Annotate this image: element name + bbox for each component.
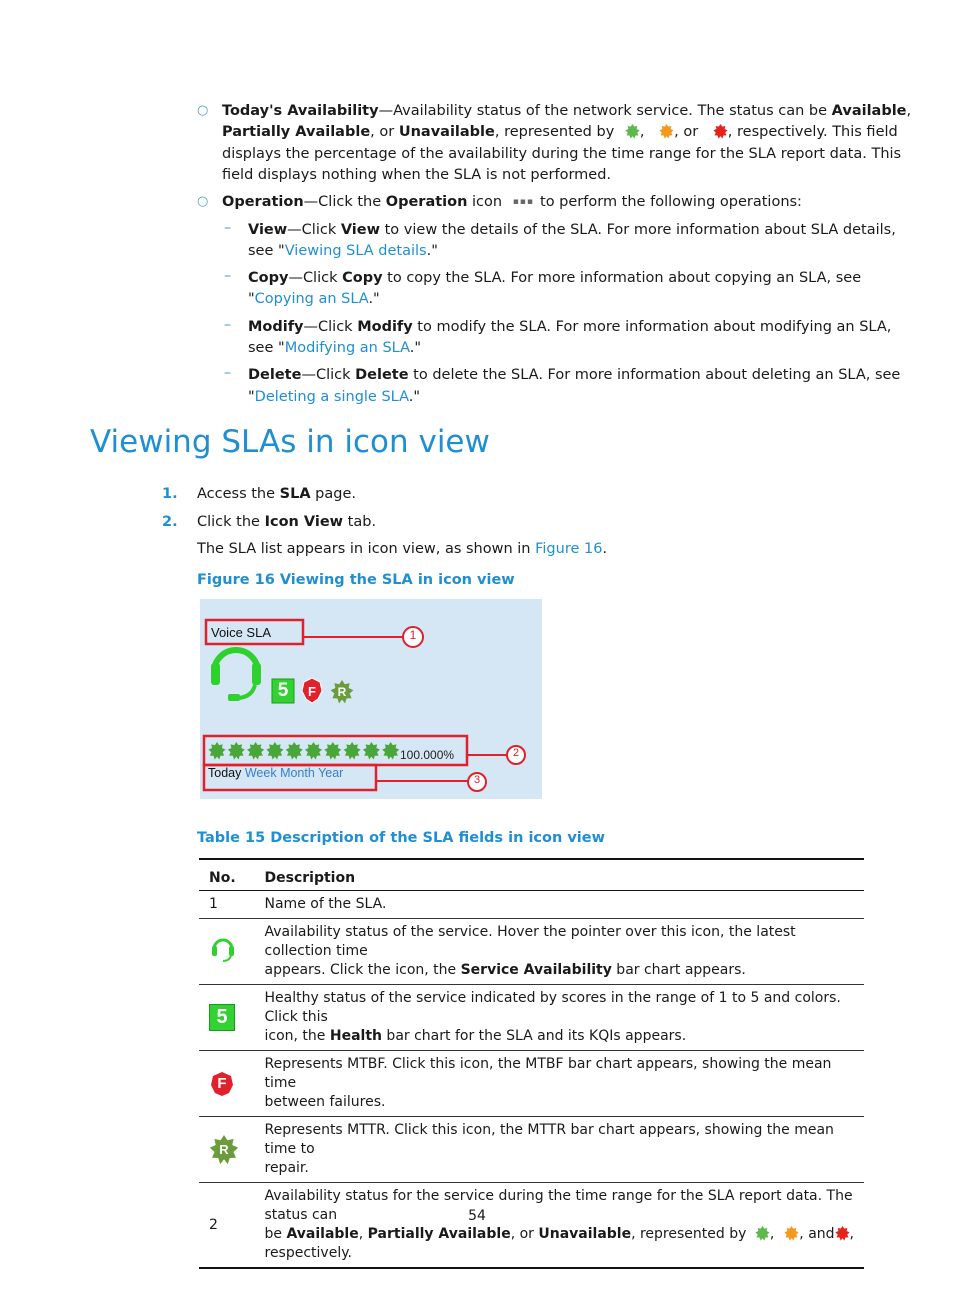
row-no: 2 [199, 1183, 255, 1269]
unavailable-star-icon [713, 124, 728, 139]
tab-week[interactable]: Week [244, 766, 277, 780]
viewing-sla-details-link[interactable]: Viewing SLA details [284, 243, 427, 259]
tab-year[interactable]: Year [318, 766, 344, 780]
copy-line1: Copy—Click Copy to copy the SLA. For more information about copying an SLA, see [248, 270, 862, 286]
operation-line: Operation—Click the Operation icon ▪▪▪ to perform the following operations: [222, 194, 802, 210]
copying-an-sla-link[interactable]: Copying an SLA [254, 291, 369, 307]
row-desc: Represents MTBF. Click this icon, the MTBF bar chart appears, showing the mean time between failures. [255, 1051, 865, 1117]
mtbf-letter[interactable]: F [308, 684, 316, 699]
health-score-text[interactable]: 5 [277, 680, 289, 701]
row-desc: Healthy status of the service indicated by scores in the range of 1 to 5 and colors. Click this icon, the Health bar chart for the SLA and its KQIs appears. [255, 985, 865, 1051]
row-icon-cell [199, 1117, 255, 1183]
figure-16-link[interactable]: Figure 16 [535, 541, 603, 557]
available-star-icon [625, 124, 640, 139]
callout-3: 3 [473, 774, 481, 786]
tab-month[interactable]: Month [280, 766, 315, 780]
bullet-dash: – [224, 220, 232, 236]
table-row [199, 891, 864, 919]
table-row [199, 1051, 864, 1117]
todays-availability-line1: Today's Availability—Availability status of the network service. The status can be Available, [222, 103, 912, 119]
step-note: The SLA list appears in icon view, as shown in Figure 16. [197, 541, 608, 557]
unavailable-star-icon [835, 1226, 850, 1241]
availability-star-icon [286, 742, 303, 760]
availability-star-icon [324, 742, 341, 760]
table-row [199, 985, 864, 1051]
step-number: 2. [162, 514, 178, 530]
row-desc: Represents MTTR. Click this icon, the MTTR bar chart appears, showing the mean time to repair. [255, 1117, 865, 1183]
row-no: 1 [209, 896, 218, 912]
headset-icon [209, 936, 237, 962]
callout-1: 1 [409, 628, 417, 642]
modify-line1: Modify—Click Modify to modify the SLA. For more information about modifying an SLA, [248, 319, 892, 335]
step-1: Access the SLA page. [197, 486, 356, 502]
availability-star-icon [247, 742, 264, 760]
row-icon-cell [199, 985, 255, 1051]
availability-star-icon [363, 742, 380, 760]
tab-today[interactable]: Today [208, 766, 242, 780]
table-row [199, 1117, 864, 1183]
delete-line1: Delete—Click Delete to delete the SLA. For more information about deleting an SLA, see [248, 367, 901, 383]
table-header-row [199, 859, 864, 891]
bullet-circle: ○ [197, 194, 209, 209]
copy-line2: "Copying an SLA." [248, 291, 380, 307]
available-star-icon [755, 1226, 770, 1241]
availability-star-icon [382, 742, 399, 760]
availability-stars-row [208, 742, 399, 760]
mttr-icon: R [209, 1135, 239, 1165]
row-desc: Availability status for the service during the time range for the SLA report data. The status can be Available, Partially Available, or Unavailable, represented by , , and , respectively. [255, 1183, 865, 1269]
bullet-dash: – [224, 268, 232, 284]
row-icon-cell [199, 919, 255, 985]
availability-star-icon [344, 742, 361, 760]
deleting-a-single-sla-link[interactable]: Deleting a single SLA [254, 389, 409, 405]
page-number: 54 [468, 1208, 486, 1224]
partially-available-star-icon [659, 124, 674, 139]
availability-star-icon [228, 742, 245, 760]
table-row [199, 919, 864, 985]
operation-dots-icon: ▪▪▪ [512, 197, 535, 207]
header-no: No. [209, 870, 236, 886]
availability-star-icon [305, 742, 322, 760]
todays-availability-line3: displays the percentage of the availability during the time range for the SLA report data. This [222, 146, 902, 162]
delete-line2: "Deleting a single SLA." [248, 389, 421, 405]
availability-star-icon [208, 742, 225, 760]
bullet-dash: – [224, 317, 232, 333]
availability-percent: 100.000% [400, 748, 455, 762]
row-desc: Name of the SLA. [264, 896, 387, 912]
figure-sla-icon-view [200, 599, 542, 799]
partially-available-star-icon [784, 1226, 799, 1241]
headset-icon[interactable] [211, 650, 261, 701]
figure-caption: Figure 16 Viewing the SLA in icon view [197, 572, 515, 588]
callout-2: 2 [512, 747, 520, 759]
bullet-circle: ○ [197, 103, 209, 118]
availability-star-icon [266, 742, 283, 760]
view-line2: see "Viewing SLA details." [248, 243, 438, 259]
step-number: 1. [162, 486, 178, 502]
step-2: Click the Icon View tab. [197, 514, 377, 530]
table-caption: Table 15 Description of the SLA fields in icon view [197, 830, 606, 846]
view-line1: View—Click View to view the details of the SLA. For more information about SLA details, [248, 222, 896, 238]
table-row [199, 1183, 864, 1269]
sla-name[interactable]: Voice SLA [211, 625, 271, 640]
modify-line2: see "Modifying an SLA." [248, 340, 422, 356]
header-description: Description [264, 870, 356, 886]
modifying-an-sla-link[interactable]: Modifying an SLA [284, 340, 410, 356]
todays-availability-line4: field displays nothing when the SLA is not performed. [222, 167, 612, 183]
section-title: Viewing SLAs in icon view [90, 424, 490, 460]
row-icon-cell [199, 1051, 255, 1117]
mtbf-icon: F [209, 1071, 235, 1097]
health-score-icon: 5 [209, 1004, 235, 1031]
mttr-letter[interactable]: R [337, 685, 347, 699]
row-desc: Availability status of the service. Hover the pointer over this icon, the latest collection time appears. Click the icon, the Service Availability bar chart appears. [255, 919, 865, 985]
todays-availability-line2: Partially Available, or Unavailable, represented by , , or , respectively. This field [222, 124, 898, 140]
time-range-tabs [208, 766, 343, 780]
bullet-dash: – [224, 365, 232, 381]
